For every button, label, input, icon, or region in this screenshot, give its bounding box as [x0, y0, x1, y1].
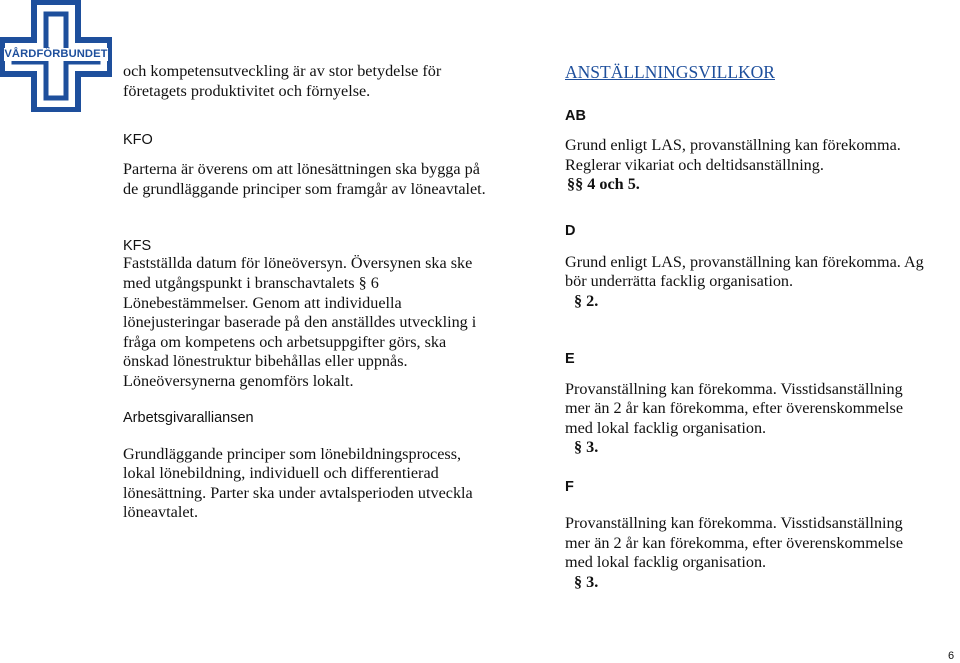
- logo-wordmark: VÅRDFÖRBUNDET: [4, 48, 108, 60]
- d-line: Grund enligt LAS, provanställning kan förekomma. Ag: [565, 252, 924, 271]
- kfs-line: Lönebestämmelser. Genom att individuella: [123, 293, 402, 312]
- f-heading: F: [565, 478, 574, 495]
- d-paragraph-ref: § 2.: [574, 291, 599, 310]
- arbetsgivaralliansen-line: lönesättning. Parter ska under avtalsperioden utveckla: [123, 483, 473, 502]
- arbetsgivaralliansen-heading: Arbetsgivaralliansen: [123, 409, 254, 426]
- intro-line: och kompetensutveckling är av stor betydelse för: [123, 62, 442, 80]
- d-heading: D: [565, 222, 576, 239]
- f-line: mer än 2 år kan förekomma, efter överenskommelse: [565, 533, 904, 552]
- kfo-heading: KFO: [123, 132, 153, 149]
- anstallningsvillkor-title: ANSTÄLLNINGSVILLKOR: [565, 62, 775, 82]
- f-line: Provanställning kan förekomma. Visstidsanställning: [565, 513, 903, 532]
- kfo-line: Parterna är överens om att lönesättningen ska bygga på: [123, 160, 480, 179]
- right-column: [565, 62, 945, 592]
- ab-line: Reglerar vikariat och deltidsanställning.: [565, 155, 824, 174]
- kfs-line: fråga om kompetens och arbetsuppgifter görs, ska: [123, 332, 447, 351]
- e-line: mer än 2 år kan förekomma, efter överenskommelse: [565, 399, 904, 418]
- ab-paragraph-ref: §§ 4 och 5.: [567, 175, 640, 194]
- f-line: med lokal facklig organisation.: [565, 553, 767, 572]
- e-paragraph-ref: § 3.: [574, 438, 599, 457]
- e-line: Provanställning kan förekomma. Visstidsanställning: [565, 379, 903, 398]
- e-heading: E: [565, 350, 575, 367]
- arbetsgivaralliansen-line: lokal lönebildning, individuell och differentierad: [123, 464, 439, 483]
- kfs-line: lönejusteringar baserade på den anställdes utveckling i: [123, 313, 477, 332]
- d-line: bör underrätta facklig organisation.: [565, 272, 794, 291]
- intro-line: företagets produktivitet och förnyelse.: [123, 81, 371, 100]
- kfs-line: Fastställda datum för löneöversyn. Översynen ska ske: [123, 254, 473, 273]
- e-line: med lokal facklig organisation.: [565, 418, 767, 437]
- ab-line: Grund enligt LAS, provanställning kan förekomma.: [565, 136, 901, 154]
- left-column: [123, 62, 523, 523]
- kfs-line: Löneöversynerna genomförs lokalt.: [123, 371, 354, 390]
- f-paragraph-ref: § 3.: [574, 572, 599, 591]
- arbetsgivaralliansen-line: löneavtalet.: [123, 503, 199, 522]
- kfs-line: önskad lönestruktur bibehållas eller uppnås.: [123, 352, 408, 371]
- vardforbundet-logo: [0, 0, 112, 112]
- arbetsgivaralliansen-line: Grundläggande principer som lönebildningsprocess,: [123, 444, 462, 463]
- kfo-line: de grundläggande principer som framgår av löneavtalet.: [123, 179, 486, 198]
- ab-heading: AB: [565, 108, 586, 124]
- kfs-heading: KFS: [123, 238, 152, 255]
- kfs-line: med utgångspunkt i branschavtalets § 6: [123, 273, 379, 292]
- page-number: 6: [948, 650, 955, 662]
